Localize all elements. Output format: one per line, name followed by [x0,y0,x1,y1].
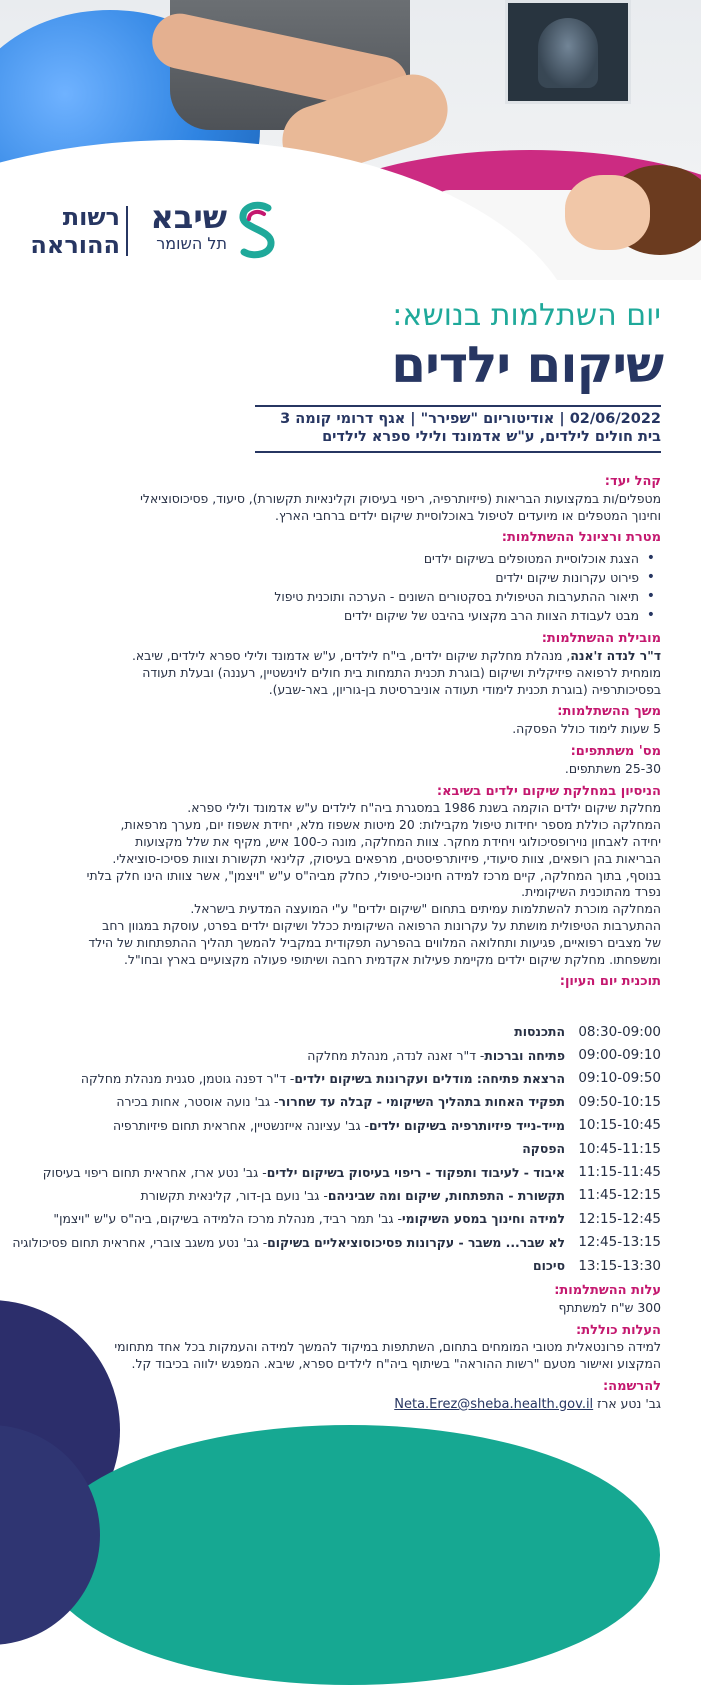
experience-line: יחידה לאבחון נוירופסיכולוגי ויחידת מחקר. צוות המחלקה, מונה כ-100 איש, מקיף את שלל מקצועות [135,833,661,849]
experience-line: ומשפחתו. מחלקת שיקום ילדים מקיימת פעילות אקדמית רחבה ושיתופי פעולה מקצועיים בארץ ובחו"ל. [123,951,661,967]
schedule-row [0,1020,661,1043]
schedule-row [0,1254,661,1277]
schedule-speaker: - גב' נטע ארז, אחראית תחום ריפוי בעיסוק [42,1164,267,1180]
schedule-time: 12:45-13:15 [578,1234,661,1251]
audience-line: מטפלים/ות במקצועות הבריאות (פיזיותרפיה, ריפוי בעיסוק וקלינאיות תקשורת), סיעוד, פסיכוסוציאלי [140,490,661,506]
experience-line: נפרד מהתוכנית השיקומית. [521,884,661,900]
schedule-time: 09:10-09:50 [578,1070,661,1087]
schedule-speaker: - גב' עציונה אייזנשטיין, אחראית תחום פיזיותרפיה [113,1117,369,1133]
schedule-row [0,1137,661,1160]
schedule-title: תקשורת - התפתחות, שיקום ומה שביניהם [327,1187,565,1203]
general-line: למידה פרונטאלית מטובי המומחים בתחום, השתתפות במיקוד להמשך למידה והעמקות בכל אחד מתחומי [114,1339,661,1355]
schedule-table [0,1020,661,1277]
venue-rule-top [255,405,661,407]
goal-item: • מבט לעבודת הצוות הרב מקצועי בהיבט של שיקום ילדים [41,606,639,625]
venue-rule-bottom [255,451,661,453]
schedule-title: למידה וחינוך במסע השיקומי [401,1211,565,1227]
goals-heading: מטרת ורציונל ההשתלמות: [501,530,661,546]
teaching-authority-logo [25,203,120,259]
xray-image [505,0,631,104]
schedule-title: תפקיד האחות בתהליך השיקומי - קבלה עד שחרור [278,1094,565,1110]
experience-line: מחלקת שיקום ילדים הוקמה בשנת 1986 במסגרת ביה"ח לילדים ע"ש אדמונד ולילי ספרא. [187,800,661,816]
authority-line-1: רשות [62,203,120,231]
schedule-time: 09:50-10:15 [578,1093,661,1110]
sheba-logo [135,200,227,254]
schedule-title: לא שבר... משבר - עקרונות פסיכוסוציאליים בשיקום [267,1234,565,1250]
schedule-speaker: - ד"ר דפנה גוטמן, סגנית מנהלת מחלקה [80,1070,295,1086]
experience-heading: הניסיון במחלקת שיקום ילדים בשיבא: [436,783,661,799]
duration-text: 5 שעות לימוד כולל הפסקה. [512,721,661,737]
schedule-row [0,1114,661,1137]
schedule-row [0,1043,661,1066]
participants-heading: מס' משתתפים: [570,743,661,759]
cost-heading: עלות ההשתלמות: [554,1283,661,1298]
lead-heading: מובילת ההשתלמות: [541,631,661,647]
schedule-heading: תוכנית יום העיון: [559,974,661,990]
schedule-time: 10:45-11:15 [578,1140,661,1157]
experience-line: של מצבים רפואיים, פגיעות ותחלואה המלווים בהפרעה תפקודית במקביל להמשך תהליך ההתפתחות של הילד [88,934,661,950]
experience-line: המחלקה כוללת מספר יחידות טיפול מקבילות: 20 מיטות אשפוז מלא, יחידת אשפוז יום, מערך מרפאות, [120,817,661,833]
schedule-title: איבוד - לעיבוד ותפקוד - ריפוי בעיסוק בשיקום ילדים [266,1164,565,1180]
schedule-title: הפסקה [522,1141,565,1157]
goal-item: • הצגת אוכלוסיית המטופלים בשיקום ילדים [41,549,639,568]
schedule-time: 10:15-10:45 [578,1117,661,1134]
main-content [41,468,661,991]
general-heading: העלות כוללת: [576,1322,661,1338]
audience-line: וחינוך המטפלים או מיועדים לטיפול באוכלוסיית שיקום ילדים ברחבי הארץ. [275,507,661,523]
experience-line: הבריאות בהן רופאים, צוות סיעודי, פיזיותרפיסטים, מרפאים בעיסוק, קלינאי תקשורת וצוות פסיכו-סוציאלי. [112,850,661,866]
cost-text: 300 ש"ח למשתתף [558,1299,661,1315]
experience-line: בנוסף, בתוך המחלקה, קיים מרכז למידה חינוכי-טיפולי, כחלק מביה"ס ע"ש "ויצמן", אשר צוותו הינו חלק בלתי [86,867,661,883]
event-kicker: יום השתלמות בנושא: [392,298,661,333]
hospital-name: שיבא [150,198,227,236]
schedule-title: התכנסות [514,1024,565,1040]
schedule-row [0,1207,661,1230]
lead-line-1 [41,648,661,665]
registration-heading: להרשמה: [602,1378,661,1394]
schedule-time: 08:30-09:00 [578,1023,661,1040]
experience-line: ההתערבות הטיפולית מושתת על עקרונות הרפואה השיקומית ככלל ושיקום ילדים בפרט, עוסקת במגוון רחב [102,917,661,933]
venue-line-2: בית חולים לילדים, ע"ש אדמונד ולילי ספרא לילדים [322,429,661,445]
audience-heading: קהל יעד: [604,474,661,489]
sheba-logo-icon [234,200,280,262]
lead-line-3: בפסיכותרפיה (בוגרת תכנית לימודי תעודה אוניברסיטת בן-גוריון, באר-שבע). [268,681,661,697]
general-line: המקצוע ואישור מטעם "רשות ההוראה" בשיתוף ביה"ח לילדים ספרא, שיבא. המפגש ילווה בכיבוד קל. [131,1356,661,1372]
duration-heading: משך ההשתלמות: [557,704,661,720]
registration-contact: גב' נטע ארז [597,1395,661,1411]
goal-item: • פירוט עקרונות שיקום ילדים [41,568,639,587]
goal-item: • תיאור ההתערבות הטיפולית בסקטורים השונים - הערכה ותוכנית טיפול [41,587,639,606]
schedule-title: סיכום [533,1258,565,1274]
schedule-row [0,1160,661,1183]
schedule-speaker: - גב' נועה אוסטר, אחות בכירה [116,1094,279,1110]
schedule-speaker: - גב' נטע משגב צוברי, אחראית תחום פסיכולוגיה [12,1234,268,1250]
participants-text: 25-30 משתתפים. [564,760,661,776]
schedule-speaker: - ד"ר זאנה לנדה, מנהלת מחלקה [307,1047,485,1063]
logo-divider [126,206,128,256]
schedule-time: 11:45-12:15 [578,1187,661,1204]
decor-teal-shape [40,1425,660,1685]
goals-list [41,549,661,625]
schedule-row [0,1231,661,1254]
event-title: שיקום ילדים [391,336,663,394]
schedule-speaker: - גב' תמר רביד, מנהלת מרכז הלמידה בשיקום, ביה"ס ע"ש "ויצמן" [53,1211,402,1227]
bottom-content [21,1277,661,1414]
experience-line: המחלקה מוכרת להשתלמות עמיתים בתחום "שיקום ילדים" ע"י המועצה המדעית בישראל. [190,901,661,917]
hospital-sub: תל השומר [156,234,227,253]
registration-line [21,1396,661,1414]
registration-email-link[interactable]: Neta.Erez@sheba.health.gov.il [394,1396,594,1412]
schedule-row [0,1090,661,1113]
schedule-row [0,1067,661,1090]
schedule-time: 11:15-11:45 [578,1164,661,1181]
schedule-row [0,1184,661,1207]
schedule-time: 12:15-12:45 [578,1210,661,1227]
child-face [565,175,650,250]
schedule-time: 13:15-13:30 [578,1257,661,1274]
schedule-title: פתיחה וברכות [484,1047,565,1063]
schedule-title: הרצאת פתיחה: מודלים ועקרונות בשיקום ילדים [294,1070,565,1086]
schedule-title: מייד-נייד פיזיותרפיה בשיקום ילדים [368,1117,565,1133]
venue-line-1: 02/06/2022 | אודיטוריום "שפירר" | אגף דרומי קומה 3 [280,411,661,427]
lead-line-2: מומחית לרפואה פיזיקלית ושיקום (בוגרת תכנית התמחות בית חולים לוינשטיין, רעננה) ובעלת תעודה [142,664,661,680]
lead-role: , מנהלת מחלקת שיקום ילדים, בי"ח לילדים, ע"ש אדמונד ולילי ספרא לילדים, שיבא. [131,647,571,663]
schedule-time: 09:00-09:10 [578,1047,661,1064]
schedule-speaker: - גב' נועם בן-דור, קלינאית תקשורת [140,1187,328,1203]
authority-line-2: ההוראה [30,231,120,259]
lead-name: ד"ר לנדה ז'אנה [570,647,661,663]
